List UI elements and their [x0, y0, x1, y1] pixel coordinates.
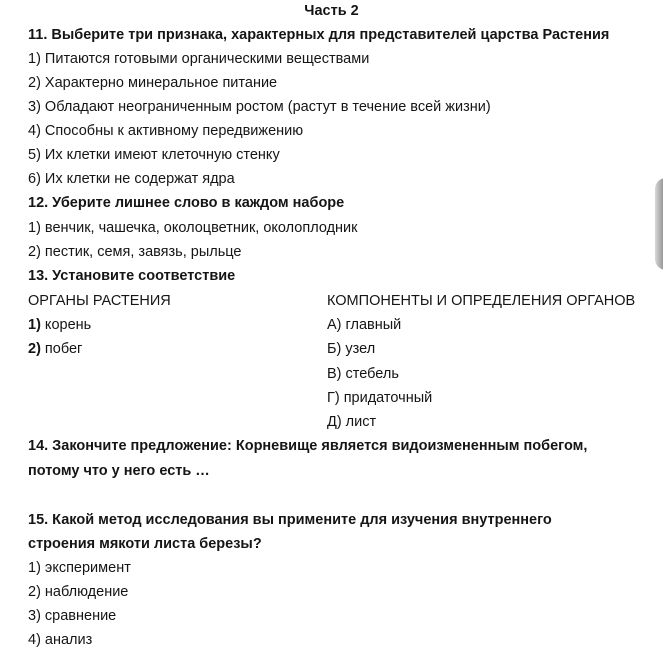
q11-option-6: 6) Их клетки не содержат ядра — [28, 171, 235, 187]
q13-left-item-2-text: побег — [40, 341, 83, 357]
q12-question: 12. Уберите лишнее слово в каждом наборе — [28, 195, 345, 211]
q11-option-1: 1) Питаются готовыми органическими веществами — [28, 51, 370, 67]
q13-right-header: КОМПОНЕНТЫ И ОПРЕДЕЛЕНИЯ ОРГАНОВ — [327, 293, 636, 309]
q12-option-1: 1) венчик, чашечка, околоцветник, околоплодник — [28, 220, 358, 236]
q15-question-line-1: 15. Какой метод исследования вы примените для изучения внутреннего — [28, 512, 552, 528]
q15-option-4: 4) анализ — [28, 632, 93, 648]
q14-question-line-2: потому что у него есть … — [28, 463, 210, 479]
q11-option-5: 5) Их клетки имеют клеточную стенку — [28, 147, 280, 163]
q13-left-item-2-num: 2) — [28, 341, 41, 357]
q14-question-line-1: 14. Закончите предложение: Корневище является видоизмененным побегом, — [28, 438, 588, 454]
q13-left-header: ОРГАНЫ РАСТЕНИЯ — [28, 293, 171, 309]
q13-right-item-a: А) главный — [327, 317, 402, 333]
q11-option-3: 3) Обладают неограниченным ростом (растут в течение всей жизни) — [28, 99, 491, 115]
q15-question-line-2: строения мякоти листа березы? — [28, 536, 262, 552]
q13-left-item-2 — [28, 340, 82, 358]
q13-left-item-1-num: 1) — [28, 317, 41, 333]
q11-option-4: 4) Способны к активному передвижению — [28, 123, 304, 139]
photo-edge-shadow — [655, 178, 663, 270]
q13-left-item-1-text: корень — [40, 317, 92, 333]
q13-right-item-g: Г) придаточный — [327, 390, 433, 406]
q13-question: 13. Установите соответствие — [28, 268, 236, 284]
q13-right-item-b: Б) узел — [327, 341, 376, 357]
q12-option-2: 2) пестик, семя, завязь, рыльце — [28, 244, 242, 260]
q15-option-2: 2) наблюдение — [28, 584, 129, 600]
q15-option-3: 3) сравнение — [28, 608, 117, 624]
q11-option-2: 2) Характерно минеральное питание — [28, 75, 278, 91]
q13-right-item-d: Д) лист — [327, 414, 377, 430]
q11-question: 11. Выберите три признака, характерных для представителей царства Растения — [28, 27, 610, 43]
q13-right-item-v: В) стебель — [327, 366, 399, 382]
q15-option-1: 1) эксперимент — [28, 560, 131, 576]
q13-left-item-1 — [28, 316, 91, 334]
part-title: Часть 2 — [304, 3, 359, 19]
